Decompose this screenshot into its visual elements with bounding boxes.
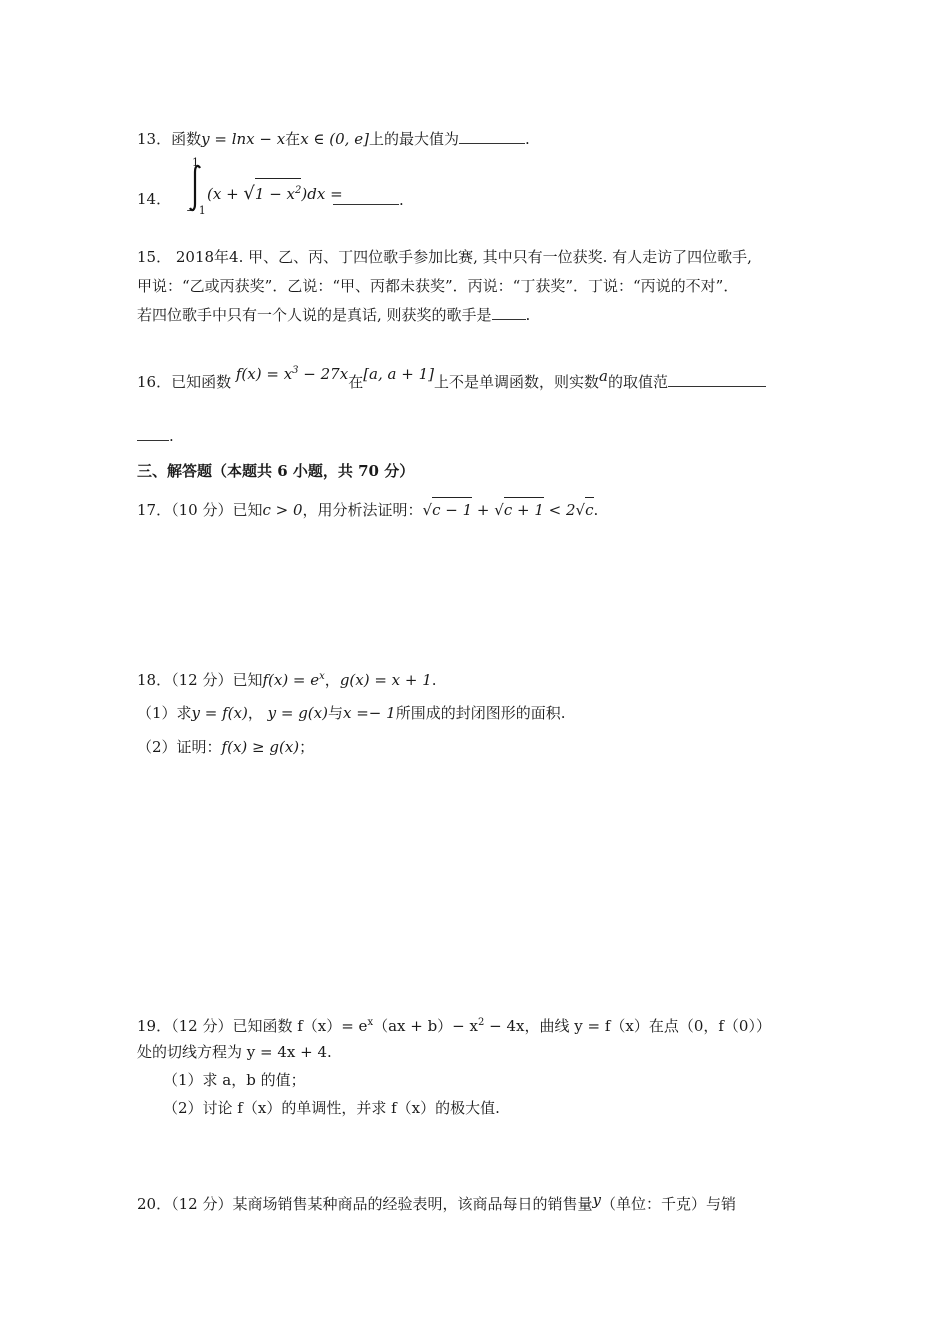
q14-integrand: $(x + √1 - x^2)dx$ = <box>207 178 343 205</box>
q16-var: a <box>599 367 608 385</box>
q15-line-2: 甲说：“乙或丙获奖”．乙说：“甲、丙都未获奖”．丙说：“丁获奖”．丁说：“丙说的不对”． <box>137 277 739 295</box>
q13-answer-blank[interactable] <box>459 127 525 144</box>
q20-var: y <box>592 1191 601 1209</box>
q19-part-2: （2）讨论 f（x）的单调性，并求 f（x）的极大值. <box>163 1099 500 1117</box>
q16-line-2: . <box>137 424 174 447</box>
q18-gx: g(x) = x + 1 <box>339 671 432 689</box>
q13-pre: 函数 <box>171 130 202 148</box>
integral-upper-limit: 1 <box>192 156 199 169</box>
q13-mid: 在 <box>285 130 301 148</box>
q16-interval: [a, a + 1] <box>363 365 434 383</box>
q14-tail <box>333 188 404 211</box>
q19-line-1: 19．（12 分）已知函数 $f(x)= e^x(ax + b)- x^2 - 4x$，曲线 y = f（x）在点（0，f（0）） <box>137 1017 771 1035</box>
q18-part-1: （1）求y = f(x)， y = g(x)与x =− 1所围成的封闭图形的面积. <box>137 704 566 722</box>
question-14-number: 14． <box>137 190 172 208</box>
q18-part-2: （2）证明：f(x) ≥ g(x)； <box>137 738 315 756</box>
q14-expr-a: (x + <box>207 185 244 203</box>
q18-fx: $f(x) = e^x$ <box>262 671 325 689</box>
q19-line-2: 处的切线方程为 y = 4x + 4. <box>137 1043 332 1061</box>
q13-domain: x ∈ (0, e] <box>300 130 369 148</box>
section-3-heading: 三、解答题（本题共 6 小题，共 70 分） <box>137 462 415 480</box>
q13-number: 13． <box>137 130 172 148</box>
question-13 <box>137 127 530 150</box>
question-16: 16．已知函数 $f(x) = x^3 - 27x$在[a, a + 1]上不是单调函数，则实数a的取值范 <box>137 368 766 393</box>
question-18: 18．（12 分）已知$f(x) = e^x$，g(x) = x + 1. <box>137 671 437 689</box>
q16-answer-blank[interactable] <box>668 370 766 387</box>
q16-function: $f(x) = x^3 - 27x$ <box>235 365 349 383</box>
integral-lower-limit: − 1 <box>186 204 206 217</box>
q15-line-3: 若四位歌手中只有一个人说的是真话, 则获奖的歌手是 . <box>137 303 530 326</box>
q15-answer-blank[interactable] <box>492 303 526 320</box>
q14-radicand: $1 - x^2$ <box>255 178 301 205</box>
q15-line-1: 15． 2018年4. 甲、乙、丙、丁四位歌手参加比赛, 其中只有一位获奖. 有人走访了四位歌手, <box>137 248 752 266</box>
q13-end: . <box>524 130 530 148</box>
q13-expr: y = lnx − x <box>201 130 286 148</box>
q14-end: . <box>399 191 404 209</box>
question-17: 17．（10 分）已知c > 0，用分析法证明：√c − 1 + √c + 1 < 2√c. <box>137 497 598 521</box>
q16-answer-blank-cont[interactable] <box>137 424 169 441</box>
q14-answer-blank[interactable] <box>333 188 399 205</box>
question-20: 20．（12 分）某商场销售某种商品的经验表明，该商品每日的销售量y（单位：千克）与销 <box>137 1191 736 1213</box>
q14-expr-b: )dx = <box>301 185 343 203</box>
q19-part-1: （1）求 a，b 的值； <box>163 1071 306 1089</box>
q13-post: 上的最大值为 <box>368 130 459 148</box>
q17-condition: c > 0 <box>262 501 303 519</box>
